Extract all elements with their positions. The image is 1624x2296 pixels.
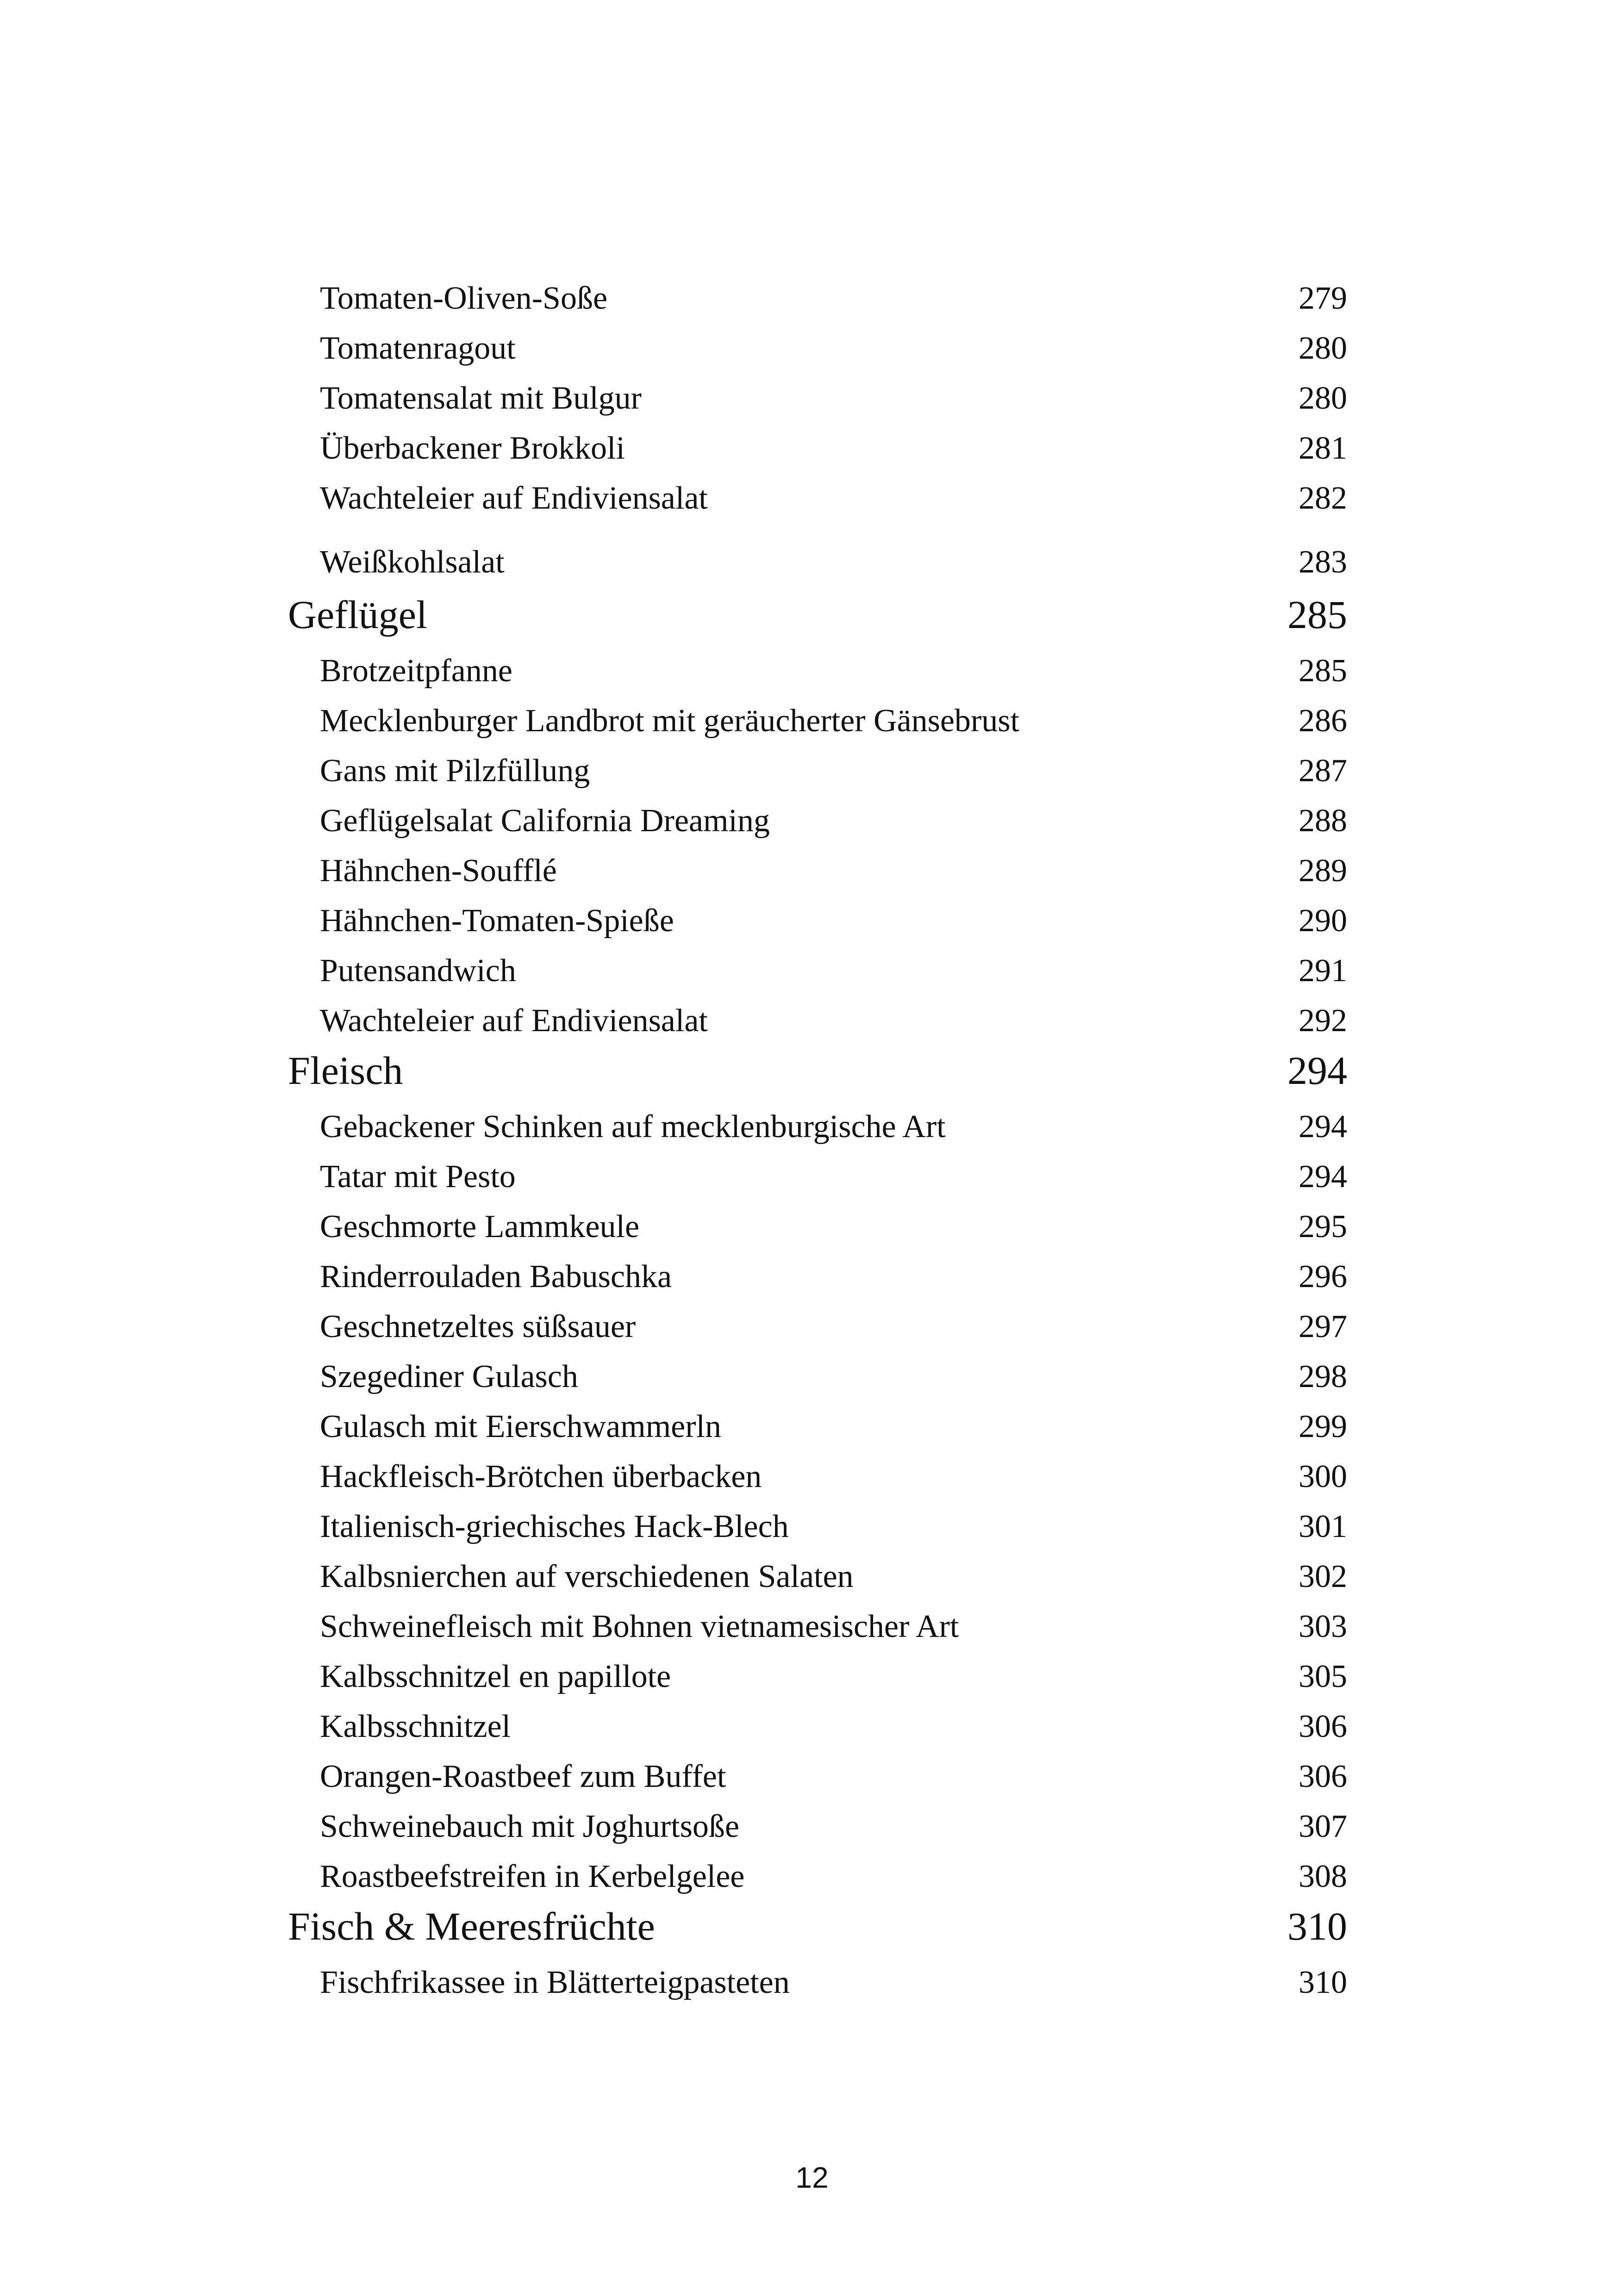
- toc-entry-page: 279: [1299, 280, 1347, 316]
- toc-entry-title: Kalbsnierchen auf verschiedenen Salaten: [320, 1559, 854, 1594]
- toc-entry-page: 298: [1299, 1359, 1347, 1394]
- toc-entry-title: Gebackener Schinken auf mecklenburgische Art: [320, 1109, 946, 1145]
- toc-entry-page: 286: [1299, 703, 1347, 739]
- toc-entry-title: Tomatensalat mit Bulgur: [320, 380, 642, 416]
- toc-entry-page: 305: [1299, 1659, 1347, 1694]
- toc-entry-title: Tatar mit Pesto: [320, 1159, 516, 1195]
- toc-entry-page: 307: [1299, 1809, 1347, 1844]
- toc-entry-title: Roastbeefstreifen in Kerbelgelee: [320, 1859, 745, 1894]
- toc-entry-title: Orangen-Roastbeef zum Buffet: [320, 1759, 726, 1794]
- toc-entry-title: Putensandwich: [320, 953, 516, 989]
- toc-entry-title: Hackfleisch-Brötchen überbacken: [320, 1459, 762, 1494]
- toc-entry-title: Fischfrikassee in Blätterteigpasteten: [320, 1965, 790, 2000]
- toc-entry-page: 310: [1299, 1965, 1347, 2000]
- toc-entry-page: 283: [1299, 544, 1347, 580]
- toc-entry-title: Wachteleier auf Endiviensalat: [320, 480, 708, 516]
- toc-section-page: 294: [1287, 1048, 1347, 1093]
- toc-entry-page: 303: [1299, 1609, 1347, 1644]
- toc-entry-page: 289: [1299, 853, 1347, 889]
- toc-entry-page: 288: [1299, 803, 1347, 839]
- toc-entry-title: Geschmorte Lammkeule: [320, 1209, 640, 1244]
- toc-section-page: 285: [1287, 592, 1347, 637]
- toc-section-title: Fisch & Meeresfrüchte: [288, 1904, 655, 1948]
- toc-entry-page: 294: [1299, 1109, 1347, 1145]
- toc-entry-page: 280: [1299, 330, 1347, 366]
- toc-entry-page: 302: [1299, 1559, 1347, 1594]
- toc-entry-title: Schweinefleisch mit Bohnen vietnamesischer Art: [320, 1609, 959, 1644]
- toc-section-title: Fleisch: [288, 1048, 403, 1093]
- toc-entry-page: 300: [1299, 1459, 1347, 1494]
- toc-entry-page: 282: [1299, 480, 1347, 516]
- toc-entry-page: 297: [1299, 1309, 1347, 1344]
- toc-section-title: Geflügel: [288, 592, 427, 637]
- toc-entry-page: 285: [1299, 653, 1347, 689]
- toc-entry-title: Weißkohlsalat: [320, 544, 505, 580]
- toc-entry-title: Geflügelsalat California Dreaming: [320, 803, 770, 839]
- toc-entry-title: Tomaten-Oliven-Soße: [320, 280, 608, 316]
- toc-entry-page: 281: [1299, 430, 1347, 466]
- toc-entry-title: Mecklenburger Landbrot mit geräucherter Gänsebrust: [320, 703, 1019, 739]
- toc-entry-title: Hähnchen-Soufflé: [320, 853, 557, 889]
- toc-entry-page: 306: [1299, 1709, 1347, 1744]
- toc-entry-page: 292: [1299, 1003, 1347, 1039]
- toc-entry-page: 287: [1299, 753, 1347, 789]
- toc-entry-title: Hähnchen-Tomaten-Spieße: [320, 903, 674, 939]
- toc-entry-title: Rinderrouladen Babuschka: [320, 1259, 672, 1294]
- toc-entry-title: Tomatenragout: [320, 330, 516, 366]
- toc-entry-title: Italienisch-griechisches Hack-Blech: [320, 1509, 789, 1544]
- toc-entry-page: 294: [1299, 1159, 1347, 1195]
- toc-entry-title: Gans mit Pilzfüllung: [320, 753, 590, 789]
- toc-entry-page: 306: [1299, 1759, 1347, 1794]
- toc-entry-page: 291: [1299, 953, 1347, 989]
- page-number: 12: [795, 2161, 829, 2194]
- toc-entry-title: Schweinebauch mit Joghurtsoße: [320, 1809, 739, 1844]
- toc-entry-page: 280: [1299, 380, 1347, 416]
- toc-entry-title: Geschnetzeltes süßsauer: [320, 1309, 636, 1344]
- toc-entry-page: 308: [1299, 1859, 1347, 1894]
- toc-entry-title: Szegediner Gulasch: [320, 1359, 578, 1394]
- toc-entry-page: 301: [1299, 1509, 1347, 1544]
- toc-entry-page: 299: [1299, 1409, 1347, 1444]
- toc-entry-title: Kalbsschnitzel en papillote: [320, 1659, 671, 1694]
- toc-entry-title: Gulasch mit Eierschwammerln: [320, 1409, 721, 1444]
- toc-entry-page: 295: [1299, 1209, 1347, 1244]
- toc-entry-title: Brotzeitpfanne: [320, 653, 512, 689]
- toc-section-page: 310: [1287, 1904, 1347, 1948]
- toc-entry-title: Überbackener Brokkoli: [320, 430, 625, 466]
- toc-entry-page: 296: [1299, 1259, 1347, 1294]
- toc-entry-page: 290: [1299, 903, 1347, 939]
- toc-entry-title: Kalbsschnitzel: [320, 1709, 511, 1744]
- toc-entry-title: Wachteleier auf Endiviensalat: [320, 1003, 708, 1039]
